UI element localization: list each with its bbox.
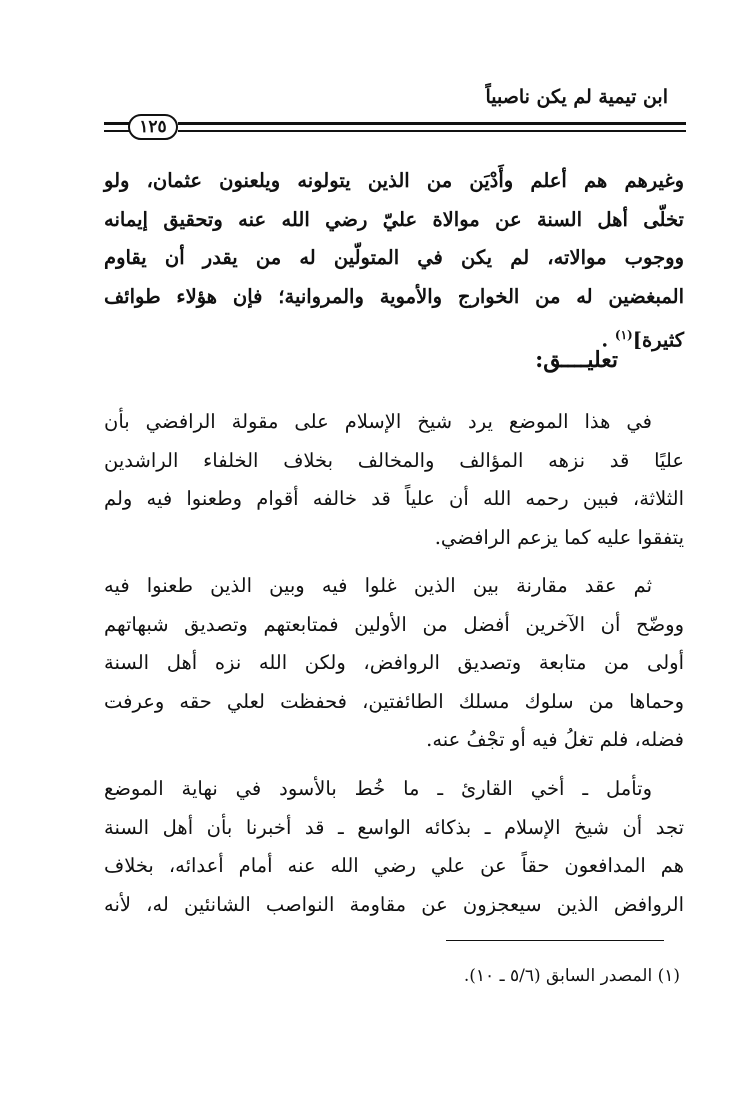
paragraph-line: الروافض الذين سيعجزون عن مقاومة النواصب الشانئين له، لأنه xyxy=(104,892,684,916)
paragraph-line: تجد أن شيخ الإسلام ـ بذكائه الواسع ـ قد أخبرنا بأن أهل السنة xyxy=(104,815,684,839)
quote-line: ووجوب موالاته، لم يكن في المتولّين له من يقدر أن يقاوم xyxy=(104,246,684,269)
page-number: ١٢٥ xyxy=(139,116,167,137)
quote-end-punct: . xyxy=(601,328,615,352)
header-rule-right xyxy=(178,122,686,132)
paragraph-line: يتفقوا عليه كما يزعم الرافضي. xyxy=(434,525,684,549)
footnote-marker: (١) xyxy=(614,328,633,342)
header-rule-left xyxy=(104,122,130,132)
paragraph-line: ووضّح أن الآخرين أفضل من الأولين فمتابعتهم وتصديق شبهاتهم xyxy=(104,612,684,636)
commentary-heading: تعليــــق: xyxy=(535,347,618,373)
commentary-paragraph xyxy=(104,567,684,760)
running-title: ابن تيمية لم يكن ناصبياً xyxy=(485,86,668,108)
paragraph-line: هم المدافعون حقاً عن علي رضي الله عنه أمام أعدائه، بخلاف xyxy=(104,854,684,877)
paragraph-line: في هذا الموضع يرد شيخ الإسلام على مقولة الرافضي بأن xyxy=(104,410,652,433)
quoted-passage xyxy=(104,162,684,360)
paragraph-line: أولى من متابعة وتصديق الروافض، ولكن الله نزه أهل السنة xyxy=(104,651,684,674)
page-number-badge xyxy=(128,114,178,140)
paragraph-line: الثلاثة، فبين رحمه الله أن علياً قد خالفه أقوام وطعنوا فيه ولم xyxy=(104,487,684,510)
commentary-paragraph xyxy=(104,403,684,557)
quote-line: تخلّى أهل السنة عن موالاة عليّ رضي الله عنه وتحقيق إيمانه xyxy=(104,207,684,231)
footnote-divider xyxy=(446,940,664,941)
paragraph-line: فضله، فلم تغلُ فيه أو تجْفُ عنه. xyxy=(426,728,684,751)
commentary-paragraph xyxy=(104,770,684,924)
paragraph-line: عليًا قد نزهه المؤالف والمخالف بخلاف الخلفاء الراشدين xyxy=(104,448,684,472)
paragraph-line: وحماها من سلوك مسلك الطائفتين، فحفظت لعلي حقه وعرفت xyxy=(104,689,684,713)
footnote: (١) المصدر السابق (٥/٦ ـ ١٠). xyxy=(463,966,680,986)
quote-line: المبغضين له من الخوارج والأموية والمروانية؛ فإن هؤلاء طوائف xyxy=(104,284,684,308)
quote-last-text: كثيرة] xyxy=(632,328,684,352)
paragraph-line: وتأمل ـ أخي القارئ ـ ما خُط بالأسود في نهاية الموضع xyxy=(104,777,652,800)
paragraph-line: ثم عقد مقارنة بين الذين غلوا فيه وبين الذين طعنوا فيه xyxy=(104,574,652,597)
quote-line: وغيرهم هم أعلم وأَدْيَن من الذين يتولونه ويلعنون عثمان، ولو xyxy=(104,169,684,192)
